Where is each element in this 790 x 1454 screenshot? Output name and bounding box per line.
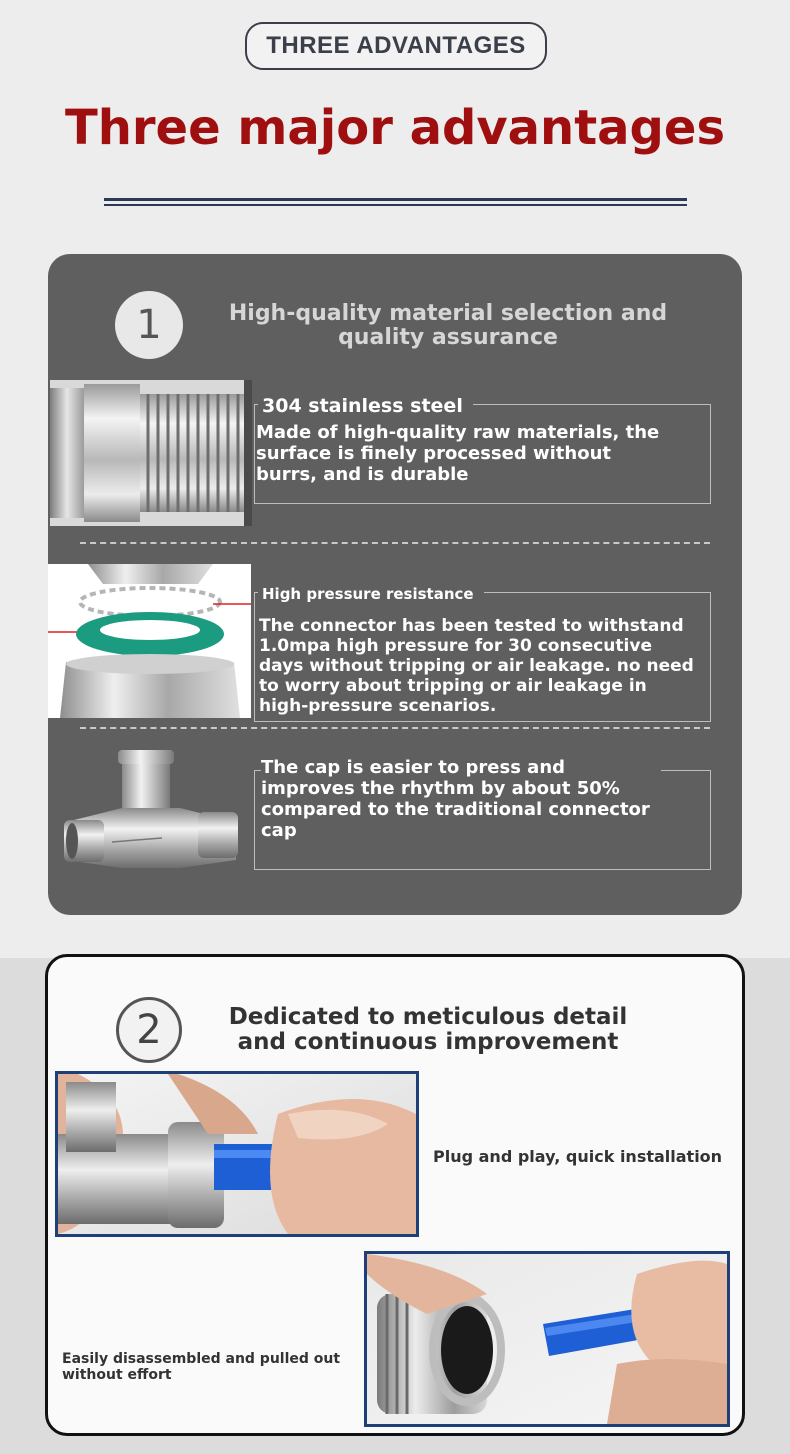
o-ring-photo [48, 564, 251, 718]
title-divider [104, 198, 687, 206]
feature-2-text: The connector has been tested to withstand 1.0mpa high pressure for 30 consecutive days without tripping or air leakage. no need to worry about tripping or air leakage in high-pressure scenarios. [259, 616, 694, 716]
feature-1-title: 304 stainless steel [258, 394, 473, 418]
advantage-card-1 [48, 254, 742, 915]
section-2-title: Dedicated to meticulous detail and continuous improvement [228, 1004, 628, 1055]
disassemble-caption: Easily disassembled and pulled out without effort [62, 1351, 341, 1383]
feature-2-title: High pressure resistance [258, 584, 484, 604]
plug-and-play-caption: Plug and play, quick installation [433, 1147, 723, 1166]
advantage-card-2 [45, 954, 745, 1436]
section-1-title: High-quality material selection and quality assurance [228, 301, 668, 350]
dashed-separator-2 [80, 727, 710, 729]
dashed-separator-1 [80, 542, 710, 544]
main-title: Three major advantages [64, 100, 726, 156]
feature-3-text: The cap is easier to press and improves the rhythm by about 50% compared to the traditional connector cap [261, 757, 661, 841]
plug-in-photo [55, 1071, 419, 1237]
three-advantages-badge: THREE ADVANTAGES [245, 22, 547, 70]
number-badge-1: 1 [115, 291, 183, 359]
stainless-thread-photo [50, 380, 252, 526]
tee-connector-photo [62, 750, 240, 874]
pull-out-photo [364, 1251, 730, 1427]
feature-1-text: Made of high-quality raw materials, the surface is finely processed without burrs, and is durable [256, 422, 660, 485]
number-badge-2: 2 [116, 997, 182, 1063]
